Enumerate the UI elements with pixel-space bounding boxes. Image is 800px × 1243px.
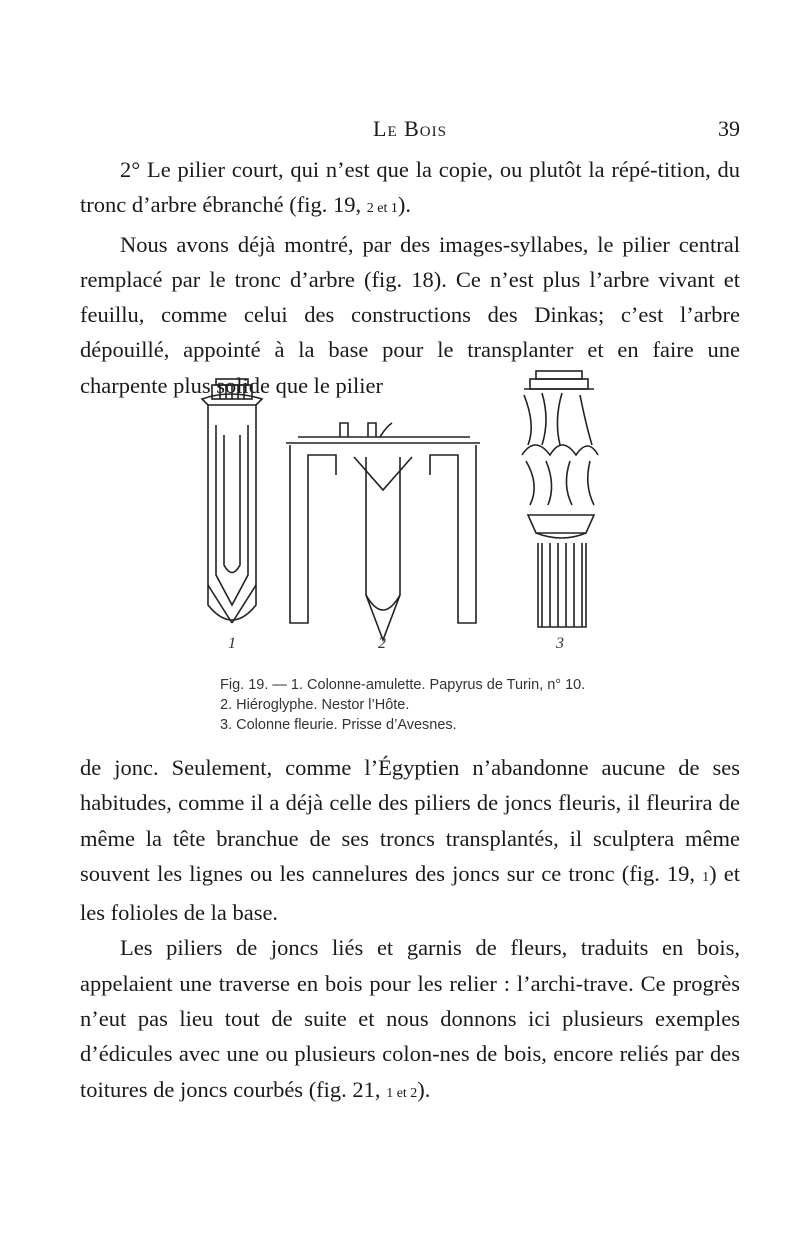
paragraph-4-text: Les piliers de joncs liés et garnis de fleurs, traduits en bois, appelaient une traverse en bois pour les relier : l’archi-trave. Ce progrès n’eut pas lieu tout de suite et nous donnons ici plusieurs exemples d’édicules avec une ou plusieurs colon-nes de bois, encore reliés par des toitures de joncs courbés (fig. 21,: [80, 935, 740, 1102]
paragraph-1-text: 2° Le pilier court, qui n’est que la copie, ou plutôt la répé-tition, du tronc d’arbre ébranché (fig. 19,: [80, 157, 740, 218]
figure-19-illustration: [190, 365, 610, 665]
amulet-column-drawing: [202, 379, 262, 623]
caption-line-1: Fig. 19. — 1. Colonne-amulette. Papyrus de Turin, n° 10.: [220, 677, 586, 693]
paragraph-3-end: ) et les folioles de la base.: [80, 860, 740, 926]
figure-caption: [220, 675, 740, 735]
figure-label-1: 1: [228, 635, 236, 652]
paragraph-3-text: de jonc. Seulement, comme l’Égyptien n’abandonne aucune de ses habitudes, comme il a déjà celle des piliers de joncs fleuris, il fleurira de même la tête branchue de ses troncs transplantés, il sculptera même souvent les lignes ou les cannelures des joncs sur ce tronc (fig. 19,: [80, 755, 740, 886]
paragraph-4-ref: 1 et 2: [386, 1085, 418, 1101]
figure-label-2: 2: [378, 635, 386, 652]
text-block-bottom: [80, 750, 740, 1111]
running-header: [80, 116, 740, 146]
paragraph-3-ref: 1: [702, 869, 710, 885]
caption-line-2: 2. Hiéroglyphe. Nestor l’Hôte.: [220, 697, 410, 713]
caption-line-3: 3. Colonne fleurie. Prisse d’Avesnes.: [220, 717, 457, 733]
page-number: 39: [718, 116, 740, 141]
figure-label-3: 3: [556, 635, 564, 652]
hieroglyph-drawing: [286, 423, 480, 640]
paragraph-1: [80, 152, 740, 227]
paragraph-2: Nous avons déjà montré, par des images-syllabes, le pilier central remplacé par le tronc d’arbre (fig. 18). Ce n’est plus l’arbre vivant et feuillu, comme celui des constructions des Dinkas; c’est l’arbre dépouillé, appointé à la base pour le transplanter et en faire une charpente plus solide que le pilier: [80, 231, 740, 398]
paragraph-4: [80, 930, 740, 1110]
paragraph-4-end: ).: [417, 1076, 431, 1102]
paragraph-3: [80, 750, 740, 930]
paragraph-1-ref: 2 et 1: [366, 201, 398, 217]
paragraph-1-end: ).: [397, 192, 411, 218]
flowered-column-drawing: [522, 371, 598, 627]
running-title: Le Bois: [373, 116, 447, 141]
figure-19: [190, 365, 610, 665]
